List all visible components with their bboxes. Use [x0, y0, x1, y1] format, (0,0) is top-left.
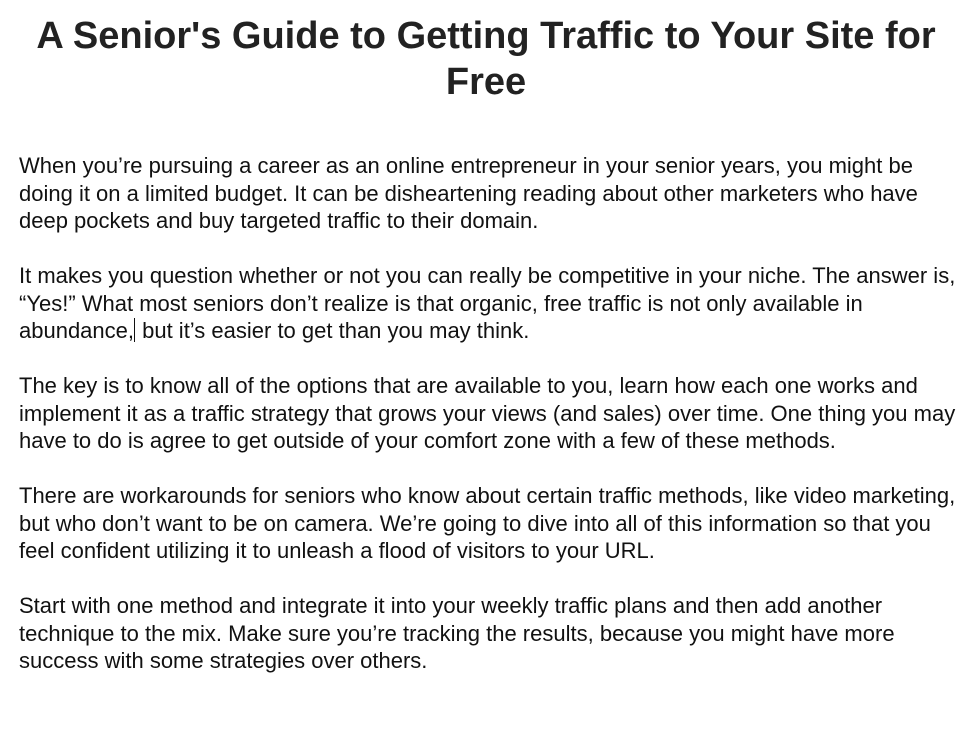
paragraph-2	[19, 262, 959, 345]
document-body[interactable]	[19, 152, 959, 675]
document-page	[19, 13, 959, 702]
paragraph-2-text-after-cursor: but it’s easier to get than you may think.	[136, 318, 530, 343]
paragraph-2-text-before-cursor: It makes you question whether or not you can really be competitive in your niche. The answer is, “Yes!” What most seniors don’t realize is that organic, free traffic is not only available in abundance,	[19, 263, 956, 343]
text-cursor	[134, 318, 135, 342]
paragraph-1: When you’re pursuing a career as an online entrepreneur in your senior years, you might be doing it on a limited budget. It can be disheartening reading about other marketers who have deep pockets and buy targeted traffic to their domain.	[19, 153, 918, 233]
paragraph-5: Start with one method and integrate it into your weekly traffic plans and then add another technique to the mix. Make sure you’re tracking the results, because you might have more success with some strategies over others.	[19, 593, 895, 673]
document-title: A Senior's Guide to Getting Traffic to Your Site for Free	[36, 15, 936, 103]
paragraph-4: There are workarounds for seniors who know about certain traffic methods, like video marketing, but who don’t want to be on camera. We’re going to dive into all of this information so that you feel confident utilizing it to unleash a flood of visitors to your URL.	[19, 483, 956, 563]
paragraph-3: The key is to know all of the options that are available to you, learn how each one works and implement it as a traffic strategy that grows your views (and sales) over time. One thing you may have to do is agree to get outside of your comfort zone with a few of these methods.	[19, 373, 956, 453]
